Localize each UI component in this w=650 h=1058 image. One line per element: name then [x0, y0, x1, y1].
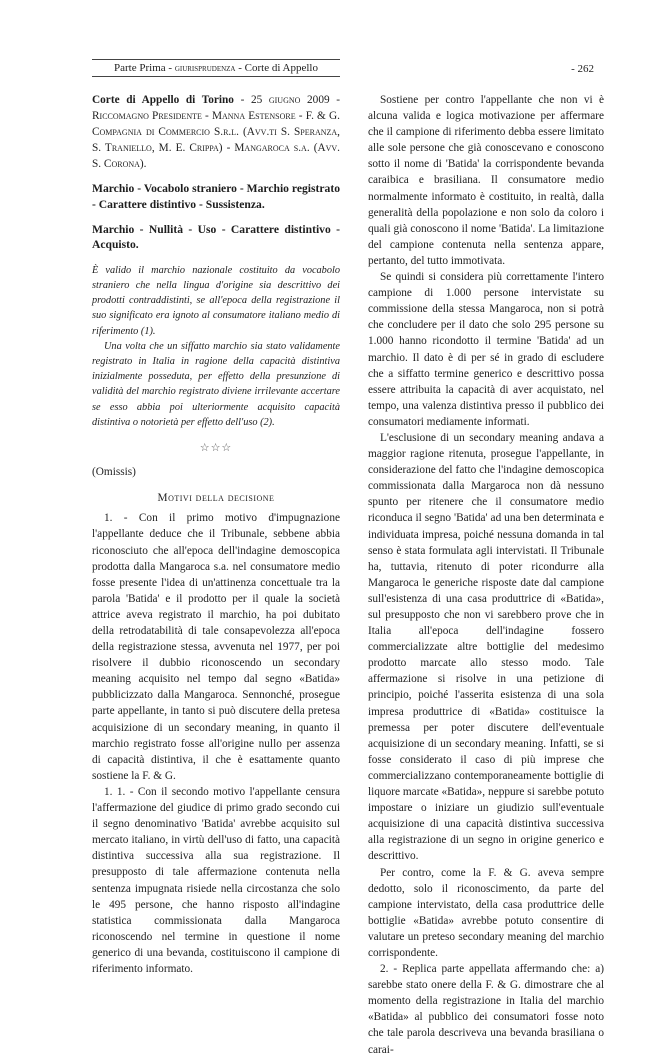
massima-text: Una volta che un siffatto marchio sia stato validamente registrato in Italia in ragione della capacità distintiva inizialmente posseduta, per effetto della presunzione di validità del marchio registrato diviene irrilevante accertare se esso abbia poi ulteriormente acquisito capacità distintiva o notorietà per effetto dell'uso (2).	[92, 340, 340, 428]
left-column	[92, 92, 340, 977]
body-paragraph: 1. - Con il primo motivo d'impugnazione l'appellante deduce che il Tribunale, sebbene abbia riconosciuto che all'epoca dell'indagine demoscopica prodotta dalla Mangaroca s.a. nel consumatore medio fosse presente l'idea di un'attinenza concettuale tra la parola 'Batida' e il prodotto per il quale la società attrice aveva registrato il marchio, ha poi dubitato della retrodatabilità di tale consapevolezza all'epoca della registrazione stessa, avvenuta nel 1977, per poi risolvere il dubbio riconoscendo un secondary meaning acquisito nel tempo dal segno «Batida» pubblicizzato dalla Mangaroca. Sennonché, prosegue parte appellante, in tanto si può discutere della pretesa acquisizione di un secondary meaning, in quanto il marchio registrato fosse all'origine nullo per assenza di capacità distintiva, il che è esattamente quanto sostiene la F. & G.	[92, 512, 340, 782]
running-header: Parte Prima - giurisprudenza - Corte di Appello	[92, 59, 340, 77]
body-paragraph: Se quindi si considera più correttamente l'intero campione di 1.000 persone intervistate su commissione della stessa Mangaroca, non si potrà che concludere per il dato che solo 295 persone su 1.000 hanno ricondotto il termine 'Batida' ad un marchio. Il dato è di per sé in grado di escludere che a siffatto termine generico e descrittivo possa essere attribuita la capacità di aver acquistato, nel tempo, una valenza distintiva presso il pubblico dei consumatori mediamente informati.	[368, 271, 604, 428]
header-section: giurisprudenza	[174, 63, 236, 74]
body-paragraph: 2. - Replica parte appellata affermando che: a) sarebbe stato onere della F. & G. dimostrare che al momento della registrazione in Italia del marchio «Batida» al pubblico dei consumatori fosse noto che tale parola descriveva una bevanda brasiliana o carai-	[368, 963, 604, 1056]
case-court: Corte di Appello di Torino	[92, 94, 234, 106]
massima-heading: Marchio - Vocabolo straniero - Marchio registrato - Carattere distintivo - Sussistenza.	[92, 182, 340, 212]
section-title: Motivi della decisione	[157, 492, 275, 505]
body-paragraph: Per contro, come la F. & G. aveva sempre dedotto, solo il riconoscimento, da parte del campione intervistato, della casa produttrice delle bottiglie «Batida» avrebbe potuto consentire di valutare un preteso secondary meaning del marchio corrispondente.	[368, 866, 604, 959]
header-part: Parte Prima	[114, 62, 166, 74]
body-paragraph: 1. 1. - Con il secondo motivo l'appellante censura l'affermazione del giudice di primo grado secondo cui il segno denominativo 'Batida' avrebbe acquisito sul mercato italiano, in virtù dell'uso di fatto, una capacità distintiva successiva alla sua registrazione. Il presupposto di tale affermazione contenuta nella sentenza impugnata risiede nella circostanza che solo le 495 persone, che hanno risposto all'indagine statistica commissionata dalla Mangaroca riconoscendo nel termine in questione il nome generico di una bevanda, costituiscono il campione di riferimento informato.	[92, 785, 340, 975]
massima-text: È valido il marchio nazionale costituito da vocabolo straniero che nella lingua d'origine sia descrittivo dei prodotti contraddistinti, se all'epoca della registrazione il suo significato era ignoto al consumatore italiano medio di riferimento (1).	[92, 264, 340, 337]
section-separator: ☆☆☆	[199, 442, 233, 455]
header-court: Corte di Appello	[244, 62, 318, 74]
case-citation	[92, 92, 340, 172]
right-column	[368, 92, 604, 1058]
massima-heading: Marchio - Nullità - Uso - Carattere distintivo - Acquisto.	[92, 222, 340, 252]
body-paragraph: L'esclusione di un secondary meaning andava a maggior ragione ritenuta, prosegue l'appellante, in considerazione del fatto che l'indagine demoscopica commissionata dalla Margaroca non dà nessuno spunto per ritenere che il consumatore medio riconduca il segno 'Batida' ad una ben determinata e individuata impresa, poiché nessuna domanda in tal senso è stata formulata agli intervistati. Il Tribunale ha, tuttavia, ritenuto di poter ricondurre alla Mangaroca le generiche risposte date dal campione sull'esistenza di una casa produttrice di «Batida», sul presupposto che non vi sarebbero prove che in Italia all'epoca dell'indagine fossero commercializzate altre bottiglie del medesimo prodotto marcate allo stesso modo. Tale affermazione si risolve in una petizione di principio, poiché l'asserita esistenza di una sola impresa produttrice di «Batida» costituisce la premessa per poter discutere dell'eventuale acquisizione di un secondary meaning. Infatti, se si fosse considerato il caso di più imprese che commercializzano contemporaneamente bottiglie di liquore marcate «Batida», neppure si sarebbe potuto impostare o iniziare un giudizio sull'eventuale acquisizione di una capacità distintiva successiva alla registrazione di un segno in origine generico e descrittivo.	[368, 431, 604, 863]
body-paragraph: Sostiene per contro l'appellante che non vi è alcuna valida e logica motivazione per affermare che il campione di riferimento debba essere limitato alle sole persone che già conoscevano e conoscono sotto il nome di 'Batida' la corrispondente bevanda caraibica e brasiliana. Il consumatore medio normalmente informato è costituito, in realtà, dalla generalità della popolazione e non solo da coloro i quali già conoscono il nome 'Batida'. La limitazione del campione contenuta nella sentenza appare, pertanto, del tutto immotivata.	[368, 94, 604, 267]
omissis: (Omissis)	[92, 466, 136, 479]
page-number: - 262	[571, 63, 594, 75]
case-details: - 25 giugno 2009 - Riccomagno Presidente - Manna Estensore - F. & G. Compagnia di Commercio S.r.l. (Avv.ti S. Speranza, S. Traniello, M. E. Crippa) - Mangaroca s.a. (Avv. S. Corona).	[92, 94, 340, 171]
